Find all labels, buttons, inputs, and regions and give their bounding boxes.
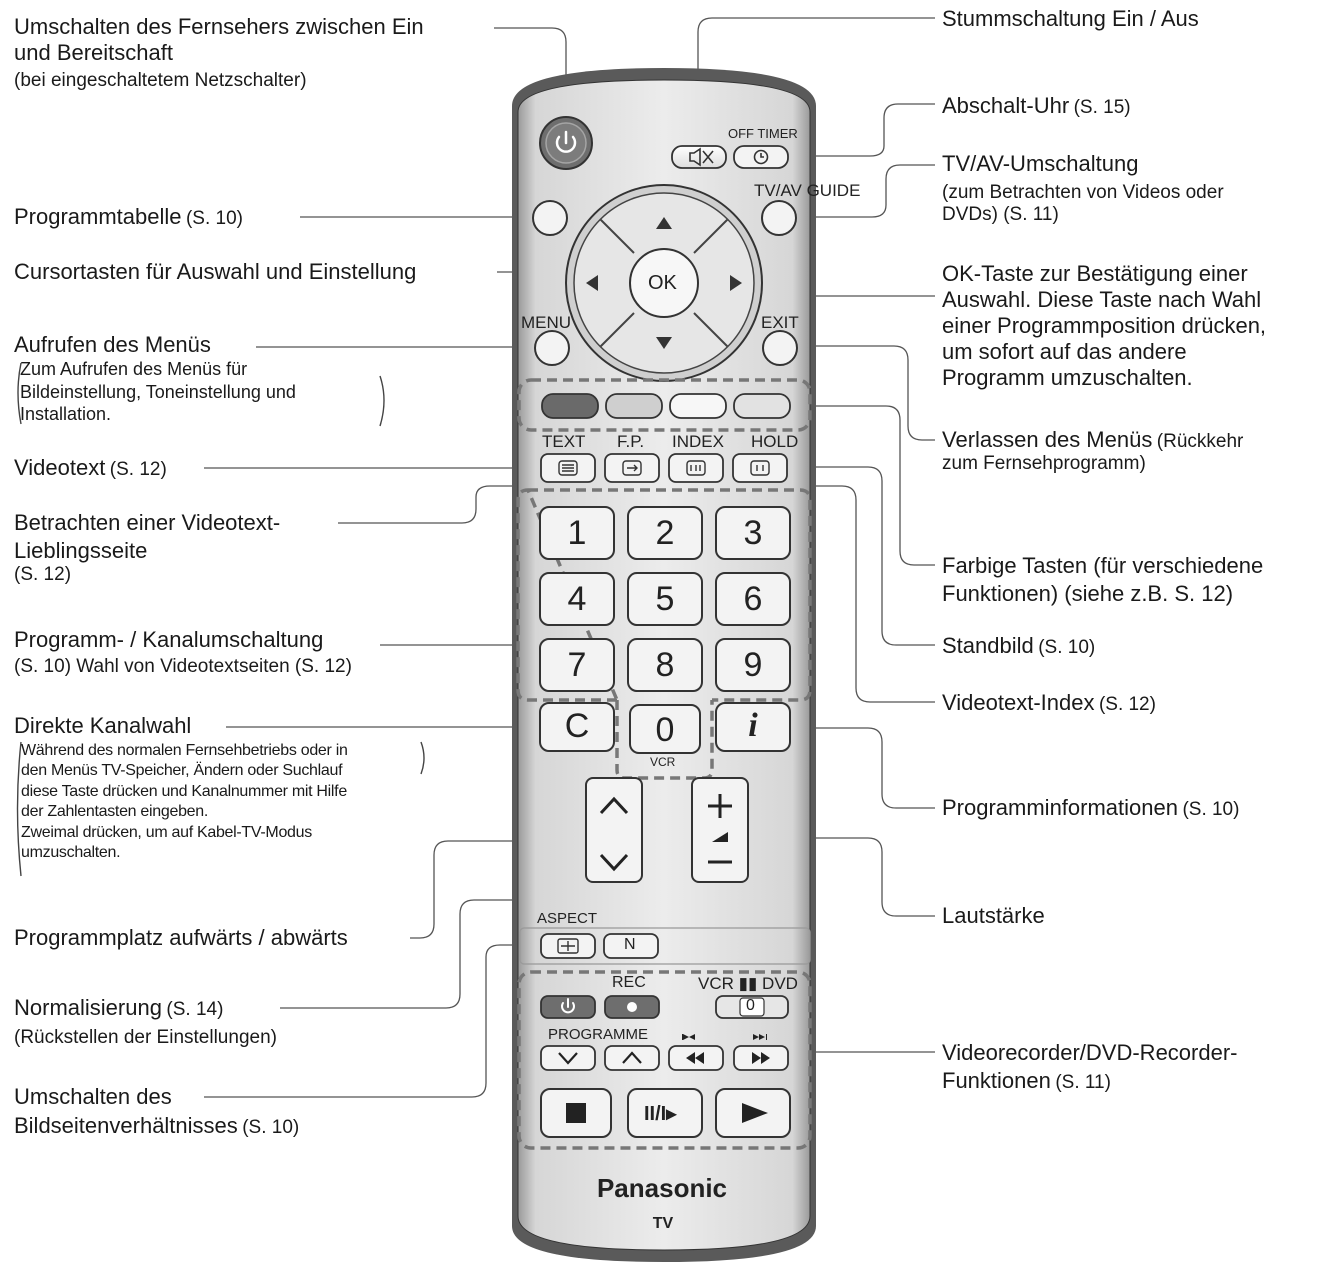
- hold-ref: (S. 10): [1038, 637, 1096, 658]
- off-timer-ref: (S. 15): [1073, 97, 1131, 118]
- mute-button[interactable]: [672, 146, 726, 168]
- fp-description: [14, 509, 280, 586]
- power-note: (bei eingeschaltetem Netzschalter): [14, 70, 307, 91]
- info-ref: (S. 10): [1182, 799, 1240, 820]
- power-button[interactable]: [540, 117, 592, 169]
- color-keys-description: [942, 552, 1263, 607]
- record-button[interactable]: [605, 996, 659, 1018]
- ok-desc-2: Auswahl. Diese Taste nach Wahl: [942, 286, 1262, 312]
- red-color-button[interactable]: [542, 394, 598, 418]
- ok-desc-3: einer Programmposition drücken,: [942, 312, 1267, 338]
- vcr-power-button[interactable]: [541, 996, 595, 1018]
- tv-av-button[interactable]: [762, 201, 796, 235]
- menu-description: [14, 332, 296, 426]
- vcr-dvd-switch-label: 0: [746, 997, 755, 1014]
- ok-desc-4: um sofort auf das andere: [942, 338, 1187, 364]
- index-label: INDEX: [672, 432, 724, 451]
- text-title: Videotext: [14, 455, 106, 480]
- hold-label: HOLD: [751, 432, 799, 451]
- off-timer-label: OFF TIMER: [728, 126, 798, 141]
- off-timer-description: [942, 93, 1131, 120]
- ok-button[interactable]: OK: [648, 272, 677, 294]
- model-label: TV: [652, 1215, 674, 1232]
- green-color-button[interactable]: [606, 394, 662, 418]
- normalise-title: Normalisierung: [14, 995, 162, 1020]
- volume-rocker[interactable]: [692, 778, 748, 882]
- direct-note-1: Während des normalen Fernsehbetriebs oder in: [21, 742, 348, 759]
- vcr-dvd-label: VCR ▮▮ DVD: [698, 974, 798, 993]
- aspect-button[interactable]: [541, 934, 595, 958]
- direct-title: Direkte Kanalwahl: [14, 713, 192, 738]
- exit-note-1: (Rückkehr: [1156, 431, 1244, 452]
- direct-note-2: den Menüs TV-Speicher, Ändern oder Suchlauf: [21, 762, 343, 780]
- power-title-line2: und Bereitschaft: [14, 40, 173, 65]
- aspect-description: [14, 1083, 299, 1140]
- menu-button[interactable]: [535, 331, 569, 365]
- digit-5-label: 5: [655, 580, 675, 618]
- programme-title: Programm- / Kanalumschaltung: [14, 627, 324, 652]
- off-timer-button[interactable]: [734, 146, 788, 168]
- digit-7-label: 7: [567, 646, 587, 684]
- ok-description: [942, 261, 1266, 391]
- fp-title-line1: Betrachten einer Videotext-: [14, 510, 281, 535]
- color-keys-line1: Farbige Tasten (für verschiedene: [942, 553, 1264, 578]
- programme-updown-description: Programmplatz aufwärts / abwärts: [14, 925, 348, 950]
- digit-8-label: 8: [655, 646, 675, 684]
- tv-av-description: [942, 151, 1224, 226]
- normalise-ref: (S. 14): [166, 999, 224, 1020]
- direct-note-6: umzuschalten.: [21, 844, 121, 862]
- direct-channel-description: [14, 713, 348, 864]
- menu-title: Aufrufen des Menüs: [14, 332, 211, 357]
- ok-desc-1: OK-Taste zur Bestätigung einer: [942, 261, 1248, 286]
- hold-button[interactable]: [733, 454, 787, 482]
- direct-note-3: diese Taste drücken und Kanalnummer mit Hilfe: [21, 782, 347, 800]
- menu-label: MENU: [521, 313, 572, 332]
- fp-title-line2: Lieblingsseite: [14, 537, 148, 563]
- power-title-line1: Umschalten des Fernsehers zwischen Ein: [14, 14, 424, 39]
- digit-4-label: 4: [567, 580, 587, 618]
- vcr-label: VCR: [650, 755, 676, 769]
- aspect-title-line1: Umschalten des: [14, 1084, 172, 1109]
- fp-ref: (S. 12): [14, 564, 72, 585]
- vcr-programme-down-button[interactable]: [541, 1046, 595, 1070]
- index-title: Videotext-Index: [942, 690, 1095, 715]
- power-description: [14, 14, 424, 92]
- tv-av-title: TV/AV-Umschaltung: [942, 151, 1139, 176]
- vcr-title-line2: Funktionen: [942, 1067, 1051, 1093]
- text-label: TEXT: [542, 432, 586, 451]
- digit-3-label: 3: [743, 514, 763, 552]
- n-label: N: [624, 936, 636, 953]
- vcr-description: [942, 1039, 1238, 1094]
- text-description: [14, 455, 167, 482]
- programme-label: PROGRAMME: [548, 1026, 649, 1043]
- index-ref: (S. 12): [1098, 694, 1156, 715]
- index-description: [942, 690, 1156, 717]
- exit-title: Verlassen des Menüs: [942, 427, 1153, 452]
- tv-av-note-1: (zum Betrachten von Videos oder: [942, 182, 1224, 203]
- brand-logo: Panasonic: [596, 1173, 728, 1203]
- exit-button[interactable]: [763, 331, 797, 365]
- programme-description: [14, 627, 352, 678]
- direct-note-4: der Zahlentasten eingeben.: [21, 803, 209, 821]
- color-keys-line2: Funktionen) (siehe z.B. S. 12): [942, 580, 1234, 606]
- c-label: C: [564, 707, 590, 745]
- volume-description: Lautstärke: [942, 903, 1045, 928]
- hold-description: [942, 633, 1095, 660]
- info-label: i: [748, 707, 758, 744]
- cursor-description: Cursortasten für Auswahl und Einstellung: [14, 259, 417, 284]
- direct-note-5: Zweimal drücken, um auf Kabel-TV-Modus: [21, 823, 312, 841]
- normalise-description: [14, 995, 277, 1049]
- menu-note-3: Installation.: [20, 404, 112, 424]
- exit-description: [942, 427, 1243, 475]
- vcr-programme-up-button[interactable]: [605, 1046, 659, 1070]
- yellow-color-button[interactable]: [670, 394, 726, 418]
- blue-color-button[interactable]: [734, 394, 790, 418]
- tv-av-note-2: DVDs) (S. 11): [942, 204, 1059, 225]
- fp-button[interactable]: [605, 454, 659, 482]
- digit-0-label: 0: [655, 711, 675, 749]
- guide-title: Programmtabelle: [14, 204, 182, 229]
- vcr-title-line1: Videorecorder/DVD-Recorder-: [942, 1040, 1238, 1065]
- guide-description: [14, 204, 243, 231]
- digit-9-label: 9: [743, 646, 763, 684]
- pause-step-label: II/I▸: [644, 1103, 677, 1125]
- ok-desc-5: Programm umzuschalten.: [942, 364, 1193, 390]
- rec-label: REC: [612, 974, 646, 991]
- record-icon: [627, 1002, 637, 1012]
- info-description: [942, 795, 1239, 822]
- exit-label: EXIT: [761, 313, 799, 332]
- digit-6-label: 6: [743, 580, 763, 618]
- programme-rocker[interactable]: [586, 778, 642, 882]
- exit-note-2: zum Fernsehprogramm): [942, 453, 1146, 474]
- digit-2-label: 2: [655, 514, 675, 552]
- menu-note-2: Bildeinstellung, Toneinstellung und: [20, 381, 296, 402]
- guide-ref: (S. 10): [185, 208, 243, 229]
- hold-title: Standbild: [942, 633, 1034, 658]
- off-timer-title: Abschalt-Uhr: [942, 93, 1070, 118]
- text-ref: (S. 12): [109, 459, 167, 480]
- text-button[interactable]: [541, 454, 595, 482]
- aspect-ref: (S. 10): [242, 1116, 300, 1138]
- menu-note-1: Zum Aufrufen des Menüs für: [20, 359, 248, 379]
- programme-note: (S. 10) Wahl von Videotextseiten (S. 12): [14, 656, 352, 677]
- tv-av-guide-label: TV/AV GUIDE: [754, 181, 861, 200]
- info-title: Programminformationen: [942, 795, 1178, 820]
- vcr-ref: (S. 11): [1055, 1071, 1111, 1093]
- aspect-label: ASPECT: [537, 910, 598, 927]
- normalise-note: (Rückstellen der Einstellungen): [14, 1027, 277, 1048]
- guide-button[interactable]: [533, 201, 567, 235]
- mute-description: Stummschaltung Ein / Aus: [942, 6, 1199, 31]
- digit-1-label: 1: [567, 514, 587, 552]
- fp-label: F.P.: [617, 432, 645, 451]
- aspect-title-line2: Bildseitenverhältnisses: [14, 1112, 238, 1138]
- stop-icon: [566, 1103, 586, 1123]
- index-button[interactable]: [669, 454, 723, 482]
